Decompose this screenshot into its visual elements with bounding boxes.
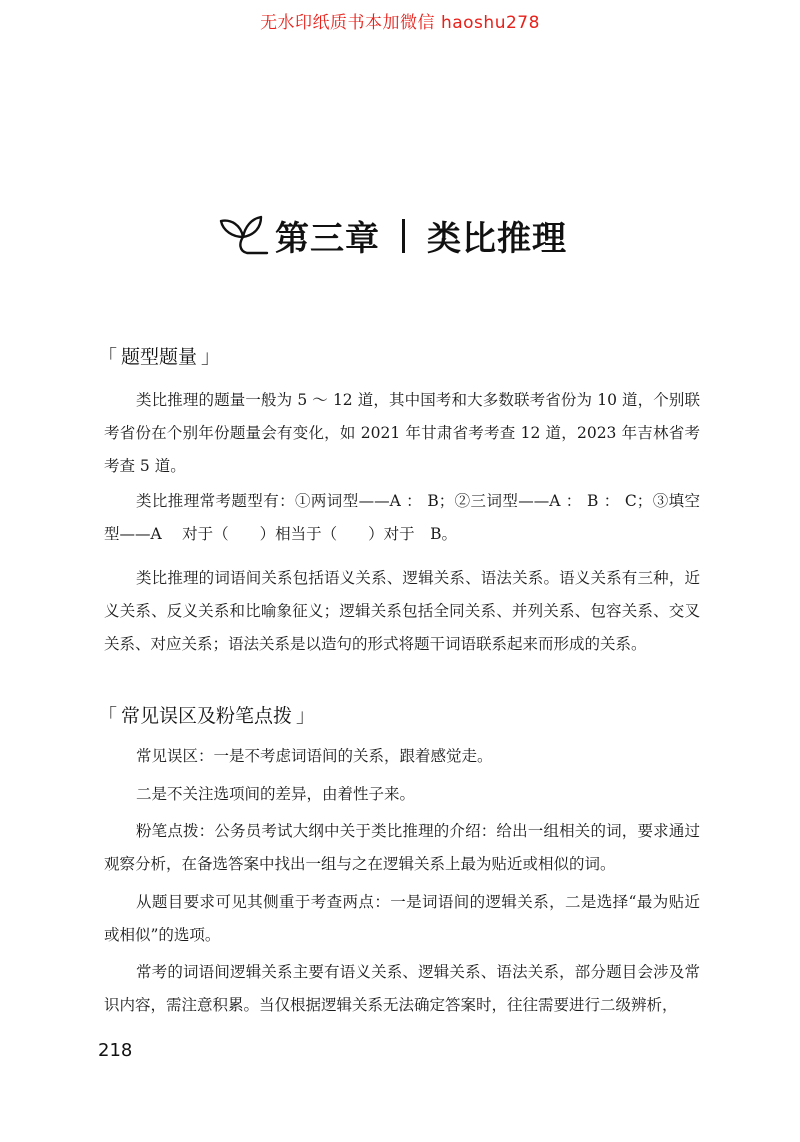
bracket-left-icon: 「 (98, 705, 118, 727)
chapter-divider (402, 219, 405, 253)
paragraph: 粉笔点拨：公务员考试大纲中关于类比推理的介绍：给出一组相关的词，要求通过观察分析，在备选答案中找出一组与之在逻辑关系上最为贴近或相似的词。 (104, 822, 700, 873)
paragraph: 类比推理的题量一般为 5 ～ 12 道，其中国考和大多数联考省份为 10 道，个别联考省份在个别年份题量会有变化，如 2021 年甘肃省考考查 12 道，2023 年吉林省考考查 5 道。 (104, 391, 700, 475)
watermark-text: 无水印纸质书本加微信 haoshu278 (260, 13, 540, 33)
paragraph: 类比推理常考题型有：①两词型——A ： B；②三词型——A ： B ： C；③填空型——A 对于（ ）相当于（ ）对于 B。 (104, 492, 700, 543)
paragraph: 类比推理的词语间关系包括语义关系、逻辑关系、语法关系。语义关系有三种，近义关系、反义关系和比喻象征义；逻辑关系包括全同关系、并列关系、包容关系、交叉关系、对应关系；语法关系是以造句的形式将题干词语联系起来而形成的关系。 (104, 569, 700, 653)
section-heading-common-mistakes (98, 701, 315, 728)
section-heading-text: 题型题量 (121, 346, 198, 368)
section-heading-text: 常见误区及粉笔点拨 (121, 705, 293, 727)
bracket-right-icon: 」 (201, 346, 221, 368)
paragraph: 常考的词语间逻辑关系主要有语义关系、逻辑关系、语法关系，部分题目会涉及常识内容，需注意积累。当仅根据逻辑关系无法确定答案时，往往需要进行二级辨析， (104, 963, 700, 1014)
page-number: 218 (98, 1040, 133, 1061)
section-heading-question-types (98, 342, 220, 369)
paragraph: 二是不关注选项间的差异，由着性子来。 (136, 785, 416, 803)
paragraph: 从题目要求可见其侧重于考查两点：一是词语间的逻辑关系，二是选择“最为贴近或相似”的选项。 (104, 893, 700, 944)
bracket-right-icon: 」 (296, 705, 316, 727)
chapter-number: 第三章 (275, 218, 380, 259)
bracket-left-icon: 「 (98, 346, 118, 368)
chapter-heading (215, 200, 567, 270)
chapter-title: 类比推理 (427, 218, 567, 259)
sprout-icon (215, 207, 271, 263)
paragraph: 常见误区：一是不考虑词语间的关系，跟着感觉走。 (136, 747, 493, 765)
